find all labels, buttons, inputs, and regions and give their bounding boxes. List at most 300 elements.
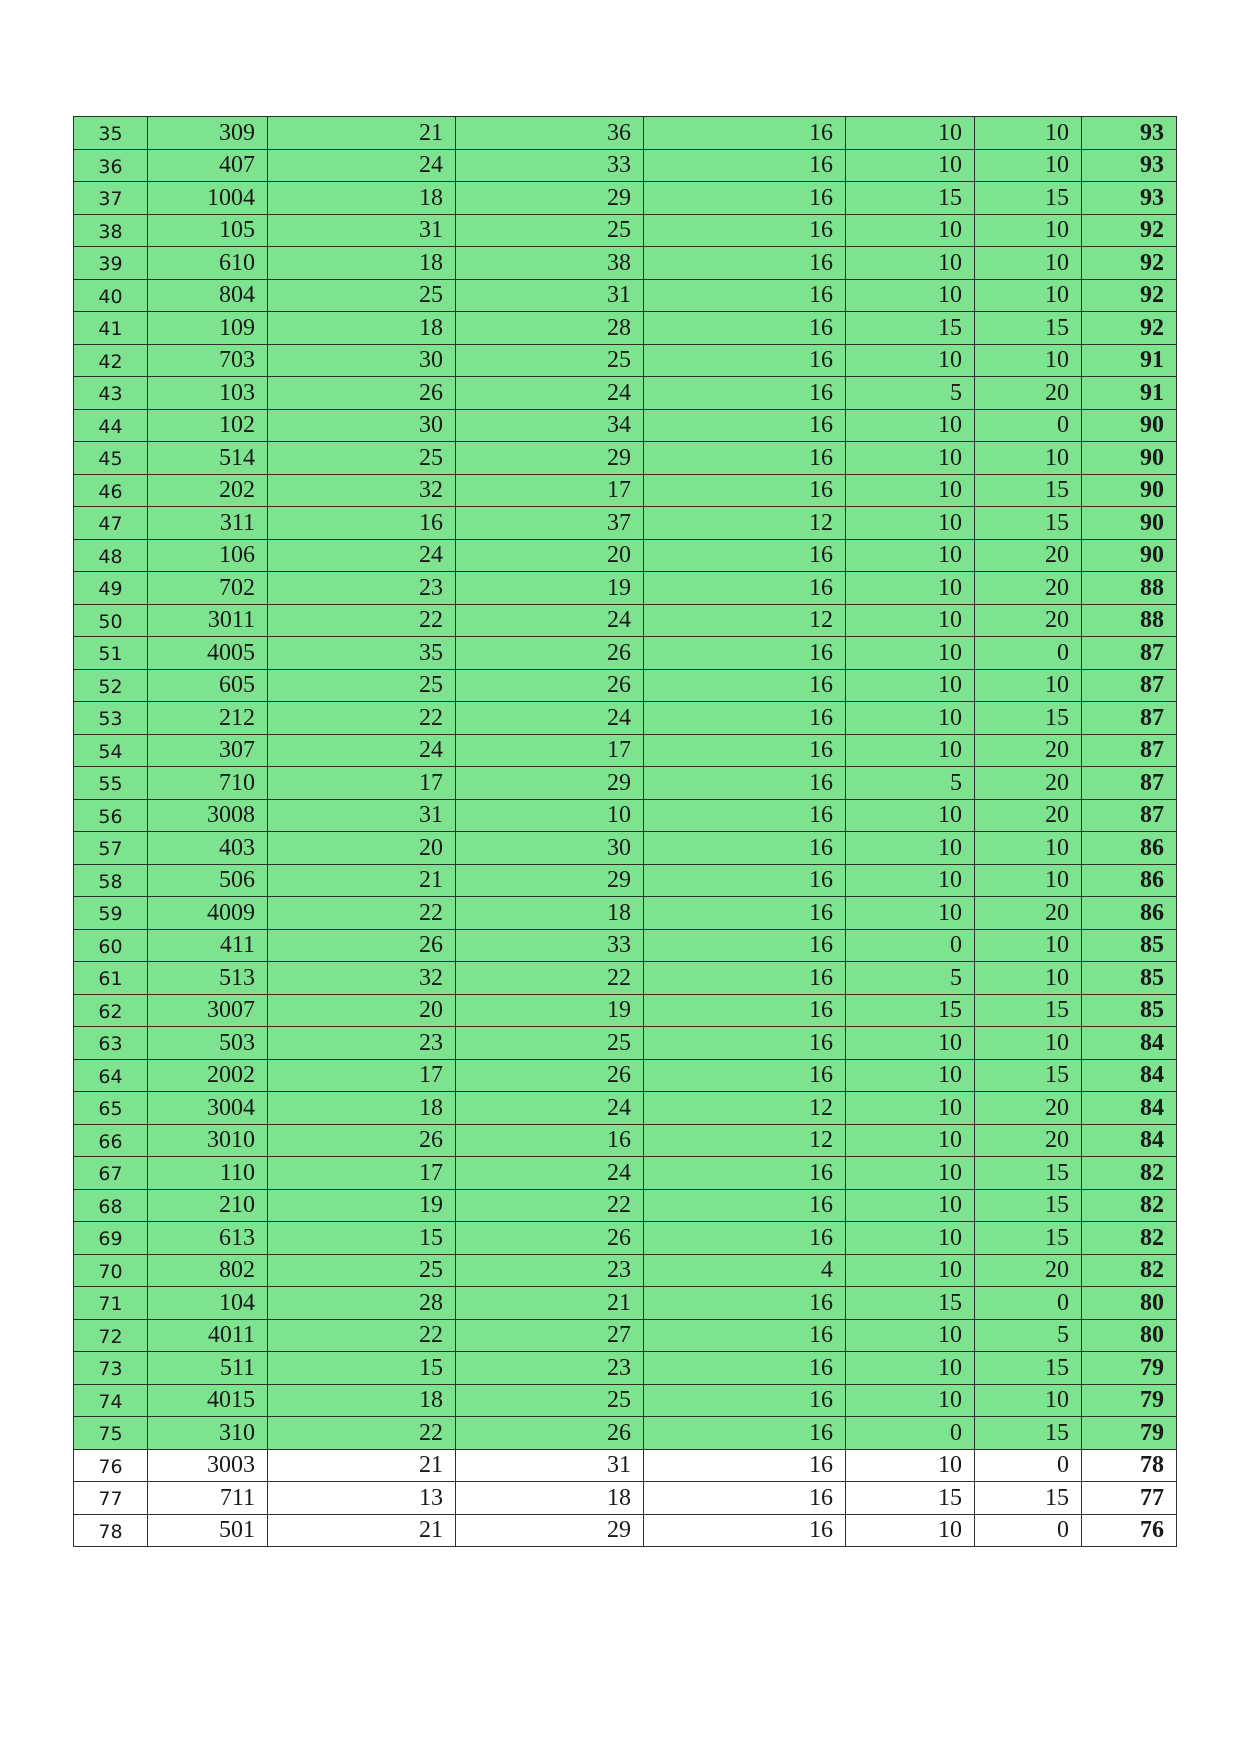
score-3-cell: 16 xyxy=(644,1384,846,1417)
id-cell: 202 xyxy=(148,474,268,507)
id-cell: 309 xyxy=(148,117,268,150)
score-2-cell: 38 xyxy=(456,247,644,280)
table-row xyxy=(74,1352,1177,1385)
score-4-cell: 10 xyxy=(846,1352,975,1385)
score-2-cell: 21 xyxy=(456,1287,644,1320)
table-row xyxy=(74,117,1177,150)
table-row xyxy=(74,247,1177,280)
score-1-cell: 17 xyxy=(268,1059,456,1092)
total-cell: 84 xyxy=(1082,1124,1177,1157)
score-2-cell: 19 xyxy=(456,994,644,1027)
score-3-cell: 16 xyxy=(644,669,846,702)
rank-cell: 43 xyxy=(74,377,148,410)
total-cell: 84 xyxy=(1082,1092,1177,1125)
score-5-cell: 15 xyxy=(975,1417,1082,1450)
score-1-cell: 22 xyxy=(268,897,456,930)
id-cell: 3003 xyxy=(148,1449,268,1482)
rank-cell: 55 xyxy=(74,767,148,800)
total-cell: 91 xyxy=(1082,344,1177,377)
score-3-cell: 16 xyxy=(644,214,846,247)
rank-cell: 48 xyxy=(74,539,148,572)
id-cell: 106 xyxy=(148,539,268,572)
table-row xyxy=(74,1482,1177,1515)
score-2-cell: 26 xyxy=(456,1222,644,1255)
id-cell: 104 xyxy=(148,1287,268,1320)
score-3-cell: 16 xyxy=(644,247,846,280)
id-cell: 4009 xyxy=(148,897,268,930)
score-4-cell: 10 xyxy=(846,1157,975,1190)
score-1-cell: 15 xyxy=(268,1222,456,1255)
total-cell: 82 xyxy=(1082,1254,1177,1287)
score-1-cell: 13 xyxy=(268,1482,456,1515)
rank-cell: 69 xyxy=(74,1222,148,1255)
total-cell: 92 xyxy=(1082,312,1177,345)
score-2-cell: 24 xyxy=(456,377,644,410)
table-row xyxy=(74,669,1177,702)
score-5-cell: 10 xyxy=(975,149,1082,182)
score-2-cell: 34 xyxy=(456,409,644,442)
score-2-cell: 18 xyxy=(456,1482,644,1515)
score-4-cell: 10 xyxy=(846,507,975,540)
id-cell: 3008 xyxy=(148,799,268,832)
score-1-cell: 18 xyxy=(268,247,456,280)
rank-cell: 39 xyxy=(74,247,148,280)
rank-cell: 37 xyxy=(74,182,148,215)
id-cell: 501 xyxy=(148,1514,268,1547)
table-row xyxy=(74,1319,1177,1352)
total-cell: 92 xyxy=(1082,214,1177,247)
total-cell: 87 xyxy=(1082,734,1177,767)
id-cell: 802 xyxy=(148,1254,268,1287)
total-cell: 90 xyxy=(1082,474,1177,507)
score-3-cell: 16 xyxy=(644,182,846,215)
rank-cell: 67 xyxy=(74,1157,148,1190)
rank-cell: 54 xyxy=(74,734,148,767)
score-3-cell: 16 xyxy=(644,1287,846,1320)
rank-cell: 77 xyxy=(74,1482,148,1515)
score-1-cell: 23 xyxy=(268,1027,456,1060)
score-1-cell: 16 xyxy=(268,507,456,540)
score-5-cell: 10 xyxy=(975,279,1082,312)
total-cell: 85 xyxy=(1082,929,1177,962)
score-4-cell: 10 xyxy=(846,669,975,702)
score-1-cell: 30 xyxy=(268,409,456,442)
score-1-cell: 22 xyxy=(268,1417,456,1450)
table-row xyxy=(74,279,1177,312)
id-cell: 703 xyxy=(148,344,268,377)
table-row xyxy=(74,1092,1177,1125)
rank-cell: 64 xyxy=(74,1059,148,1092)
table-row xyxy=(74,897,1177,930)
score-2-cell: 25 xyxy=(456,344,644,377)
id-cell: 1004 xyxy=(148,182,268,215)
rank-cell: 74 xyxy=(74,1384,148,1417)
score-5-cell: 5 xyxy=(975,1319,1082,1352)
table-row xyxy=(74,604,1177,637)
rank-cell: 59 xyxy=(74,897,148,930)
score-3-cell: 16 xyxy=(644,799,846,832)
score-5-cell: 10 xyxy=(975,214,1082,247)
score-4-cell: 10 xyxy=(846,279,975,312)
score-1-cell: 20 xyxy=(268,832,456,865)
score-5-cell: 0 xyxy=(975,637,1082,670)
id-cell: 506 xyxy=(148,864,268,897)
score-4-cell: 10 xyxy=(846,247,975,280)
score-1-cell: 18 xyxy=(268,1384,456,1417)
score-4-cell: 10 xyxy=(846,149,975,182)
score-3-cell: 16 xyxy=(644,1482,846,1515)
id-cell: 4005 xyxy=(148,637,268,670)
rank-cell: 78 xyxy=(74,1514,148,1547)
id-cell: 212 xyxy=(148,702,268,735)
score-5-cell: 15 xyxy=(975,1352,1082,1385)
total-cell: 79 xyxy=(1082,1352,1177,1385)
total-cell: 80 xyxy=(1082,1319,1177,1352)
total-cell: 88 xyxy=(1082,572,1177,605)
score-3-cell: 16 xyxy=(644,1027,846,1060)
score-1-cell: 23 xyxy=(268,572,456,605)
score-1-cell: 17 xyxy=(268,1157,456,1190)
table-row xyxy=(74,214,1177,247)
total-cell: 87 xyxy=(1082,702,1177,735)
score-3-cell: 16 xyxy=(644,312,846,345)
score-4-cell: 10 xyxy=(846,409,975,442)
table-body xyxy=(74,117,1177,1547)
score-2-cell: 30 xyxy=(456,832,644,865)
id-cell: 2002 xyxy=(148,1059,268,1092)
score-4-cell: 10 xyxy=(846,1514,975,1547)
score-4-cell: 10 xyxy=(846,1189,975,1222)
score-2-cell: 20 xyxy=(456,539,644,572)
total-cell: 79 xyxy=(1082,1417,1177,1450)
score-1-cell: 21 xyxy=(268,117,456,150)
total-cell: 85 xyxy=(1082,962,1177,995)
score-3-cell: 12 xyxy=(644,1124,846,1157)
rank-cell: 47 xyxy=(74,507,148,540)
score-2-cell: 23 xyxy=(456,1352,644,1385)
score-2-cell: 29 xyxy=(456,182,644,215)
score-3-cell: 16 xyxy=(644,442,846,475)
total-cell: 82 xyxy=(1082,1157,1177,1190)
total-cell: 91 xyxy=(1082,377,1177,410)
score-5-cell: 10 xyxy=(975,962,1082,995)
id-cell: 311 xyxy=(148,507,268,540)
id-cell: 109 xyxy=(148,312,268,345)
score-4-cell: 10 xyxy=(846,1319,975,1352)
score-4-cell: 10 xyxy=(846,1384,975,1417)
score-4-cell: 15 xyxy=(846,312,975,345)
id-cell: 103 xyxy=(148,377,268,410)
score-3-cell: 16 xyxy=(644,702,846,735)
rank-cell: 65 xyxy=(74,1092,148,1125)
id-cell: 804 xyxy=(148,279,268,312)
score-5-cell: 15 xyxy=(975,507,1082,540)
score-2-cell: 26 xyxy=(456,637,644,670)
score-2-cell: 25 xyxy=(456,214,644,247)
id-cell: 403 xyxy=(148,832,268,865)
rank-cell: 38 xyxy=(74,214,148,247)
score-3-cell: 12 xyxy=(644,507,846,540)
rank-cell: 49 xyxy=(74,572,148,605)
rank-cell: 58 xyxy=(74,864,148,897)
id-cell: 711 xyxy=(148,1482,268,1515)
id-cell: 710 xyxy=(148,767,268,800)
score-3-cell: 16 xyxy=(644,1417,846,1450)
score-4-cell: 10 xyxy=(846,442,975,475)
score-4-cell: 10 xyxy=(846,864,975,897)
score-5-cell: 15 xyxy=(975,1222,1082,1255)
total-cell: 87 xyxy=(1082,767,1177,800)
id-cell: 513 xyxy=(148,962,268,995)
score-3-cell: 16 xyxy=(644,1157,846,1190)
total-cell: 93 xyxy=(1082,149,1177,182)
score-2-cell: 22 xyxy=(456,962,644,995)
score-1-cell: 35 xyxy=(268,637,456,670)
score-2-cell: 29 xyxy=(456,1514,644,1547)
total-cell: 84 xyxy=(1082,1027,1177,1060)
total-cell: 86 xyxy=(1082,832,1177,865)
score-2-cell: 33 xyxy=(456,929,644,962)
score-5-cell: 20 xyxy=(975,1092,1082,1125)
score-1-cell: 25 xyxy=(268,669,456,702)
score-5-cell: 20 xyxy=(975,377,1082,410)
table-row xyxy=(74,539,1177,572)
score-2-cell: 26 xyxy=(456,1417,644,1450)
score-3-cell: 16 xyxy=(644,279,846,312)
score-4-cell: 10 xyxy=(846,1059,975,1092)
id-cell: 514 xyxy=(148,442,268,475)
score-1-cell: 28 xyxy=(268,1287,456,1320)
table-row xyxy=(74,442,1177,475)
score-4-cell: 10 xyxy=(846,1222,975,1255)
score-2-cell: 36 xyxy=(456,117,644,150)
score-5-cell: 10 xyxy=(975,344,1082,377)
total-cell: 87 xyxy=(1082,669,1177,702)
score-3-cell: 16 xyxy=(644,1059,846,1092)
total-cell: 86 xyxy=(1082,864,1177,897)
score-1-cell: 24 xyxy=(268,149,456,182)
score-4-cell: 10 xyxy=(846,1092,975,1125)
score-3-cell: 16 xyxy=(644,1189,846,1222)
score-5-cell: 15 xyxy=(975,182,1082,215)
score-1-cell: 22 xyxy=(268,1319,456,1352)
rank-cell: 71 xyxy=(74,1287,148,1320)
total-cell: 82 xyxy=(1082,1189,1177,1222)
score-1-cell: 24 xyxy=(268,734,456,767)
score-3-cell: 16 xyxy=(644,1222,846,1255)
id-cell: 102 xyxy=(148,409,268,442)
score-5-cell: 15 xyxy=(975,702,1082,735)
score-2-cell: 29 xyxy=(456,442,644,475)
total-cell: 80 xyxy=(1082,1287,1177,1320)
score-5-cell: 15 xyxy=(975,474,1082,507)
score-4-cell: 10 xyxy=(846,702,975,735)
score-5-cell: 15 xyxy=(975,1157,1082,1190)
score-4-cell: 10 xyxy=(846,572,975,605)
table-row xyxy=(74,767,1177,800)
score-1-cell: 21 xyxy=(268,864,456,897)
score-5-cell: 15 xyxy=(975,1189,1082,1222)
table-row xyxy=(74,1254,1177,1287)
total-cell: 93 xyxy=(1082,117,1177,150)
score-1-cell: 18 xyxy=(268,1092,456,1125)
rank-cell: 46 xyxy=(74,474,148,507)
score-4-cell: 15 xyxy=(846,994,975,1027)
total-cell: 87 xyxy=(1082,637,1177,670)
rank-cell: 60 xyxy=(74,929,148,962)
score-2-cell: 25 xyxy=(456,1027,644,1060)
rank-cell: 42 xyxy=(74,344,148,377)
score-4-cell: 15 xyxy=(846,1287,975,1320)
rank-cell: 62 xyxy=(74,994,148,1027)
total-cell: 85 xyxy=(1082,994,1177,1027)
score-5-cell: 20 xyxy=(975,767,1082,800)
score-1-cell: 26 xyxy=(268,377,456,410)
score-2-cell: 25 xyxy=(456,1384,644,1417)
score-5-cell: 20 xyxy=(975,897,1082,930)
score-1-cell: 18 xyxy=(268,312,456,345)
table-row xyxy=(74,864,1177,897)
total-cell: 84 xyxy=(1082,1059,1177,1092)
total-cell: 90 xyxy=(1082,409,1177,442)
score-3-cell: 16 xyxy=(644,1352,846,1385)
table-row xyxy=(74,1124,1177,1157)
rank-cell: 61 xyxy=(74,962,148,995)
score-5-cell: 0 xyxy=(975,1514,1082,1547)
score-3-cell: 16 xyxy=(644,344,846,377)
table-row xyxy=(74,507,1177,540)
total-cell: 90 xyxy=(1082,539,1177,572)
score-3-cell: 16 xyxy=(644,1514,846,1547)
score-4-cell: 10 xyxy=(846,734,975,767)
id-cell: 110 xyxy=(148,1157,268,1190)
score-1-cell: 17 xyxy=(268,767,456,800)
table-row xyxy=(74,409,1177,442)
table-row xyxy=(74,1157,1177,1190)
score-3-cell: 16 xyxy=(644,474,846,507)
score-4-cell: 10 xyxy=(846,539,975,572)
score-3-cell: 16 xyxy=(644,734,846,767)
score-1-cell: 26 xyxy=(268,1124,456,1157)
id-cell: 605 xyxy=(148,669,268,702)
score-2-cell: 26 xyxy=(456,669,644,702)
score-5-cell: 20 xyxy=(975,734,1082,767)
id-cell: 105 xyxy=(148,214,268,247)
score-5-cell: 15 xyxy=(975,1482,1082,1515)
total-cell: 82 xyxy=(1082,1222,1177,1255)
score-3-cell: 16 xyxy=(644,117,846,150)
rank-cell: 45 xyxy=(74,442,148,475)
score-3-cell: 16 xyxy=(644,572,846,605)
rank-cell: 36 xyxy=(74,149,148,182)
score-5-cell: 10 xyxy=(975,247,1082,280)
score-1-cell: 32 xyxy=(268,962,456,995)
score-3-cell: 16 xyxy=(644,539,846,572)
score-4-cell: 15 xyxy=(846,182,975,215)
score-4-cell: 10 xyxy=(846,799,975,832)
score-5-cell: 20 xyxy=(975,1124,1082,1157)
rank-cell: 70 xyxy=(74,1254,148,1287)
score-1-cell: 32 xyxy=(268,474,456,507)
score-3-cell: 16 xyxy=(644,377,846,410)
score-3-cell: 4 xyxy=(644,1254,846,1287)
table-row xyxy=(74,929,1177,962)
score-1-cell: 30 xyxy=(268,344,456,377)
score-5-cell: 10 xyxy=(975,864,1082,897)
score-5-cell: 0 xyxy=(975,409,1082,442)
total-cell: 92 xyxy=(1082,247,1177,280)
score-2-cell: 31 xyxy=(456,279,644,312)
score-4-cell: 10 xyxy=(846,832,975,865)
rank-cell: 52 xyxy=(74,669,148,702)
score-2-cell: 28 xyxy=(456,312,644,345)
total-cell: 88 xyxy=(1082,604,1177,637)
score-3-cell: 16 xyxy=(644,149,846,182)
id-cell: 613 xyxy=(148,1222,268,1255)
score-3-cell: 16 xyxy=(644,864,846,897)
score-2-cell: 24 xyxy=(456,604,644,637)
score-5-cell: 10 xyxy=(975,1384,1082,1417)
table-row xyxy=(74,1059,1177,1092)
rank-cell: 41 xyxy=(74,312,148,345)
score-2-cell: 24 xyxy=(456,702,644,735)
total-cell: 87 xyxy=(1082,799,1177,832)
table-row xyxy=(74,702,1177,735)
table-row xyxy=(74,832,1177,865)
id-cell: 210 xyxy=(148,1189,268,1222)
score-1-cell: 18 xyxy=(268,182,456,215)
rank-cell: 57 xyxy=(74,832,148,865)
score-1-cell: 19 xyxy=(268,1189,456,1222)
score-4-cell: 5 xyxy=(846,962,975,995)
table-row xyxy=(74,1417,1177,1450)
rank-cell: 53 xyxy=(74,702,148,735)
score-3-cell: 16 xyxy=(644,409,846,442)
score-4-cell: 5 xyxy=(846,377,975,410)
score-2-cell: 37 xyxy=(456,507,644,540)
score-2-cell: 10 xyxy=(456,799,644,832)
table-row xyxy=(74,182,1177,215)
score-4-cell: 10 xyxy=(846,117,975,150)
score-1-cell: 25 xyxy=(268,279,456,312)
score-2-cell: 24 xyxy=(456,1092,644,1125)
rank-cell: 40 xyxy=(74,279,148,312)
id-cell: 4015 xyxy=(148,1384,268,1417)
score-3-cell: 12 xyxy=(644,1092,846,1125)
score-2-cell: 16 xyxy=(456,1124,644,1157)
table-row xyxy=(74,962,1177,995)
score-4-cell: 0 xyxy=(846,1417,975,1450)
rank-cell: 73 xyxy=(74,1352,148,1385)
id-cell: 3011 xyxy=(148,604,268,637)
score-1-cell: 26 xyxy=(268,929,456,962)
id-cell: 310 xyxy=(148,1417,268,1450)
score-5-cell: 15 xyxy=(975,994,1082,1027)
total-cell: 86 xyxy=(1082,897,1177,930)
score-5-cell: 10 xyxy=(975,1027,1082,1060)
score-3-cell: 16 xyxy=(644,929,846,962)
score-4-cell: 10 xyxy=(846,214,975,247)
score-1-cell: 25 xyxy=(268,1254,456,1287)
table-row xyxy=(74,1222,1177,1255)
score-2-cell: 27 xyxy=(456,1319,644,1352)
score-3-cell: 16 xyxy=(644,637,846,670)
score-4-cell: 10 xyxy=(846,474,975,507)
score-4-cell: 10 xyxy=(846,1449,975,1482)
table-row xyxy=(74,1384,1177,1417)
id-cell: 307 xyxy=(148,734,268,767)
total-cell: 78 xyxy=(1082,1449,1177,1482)
